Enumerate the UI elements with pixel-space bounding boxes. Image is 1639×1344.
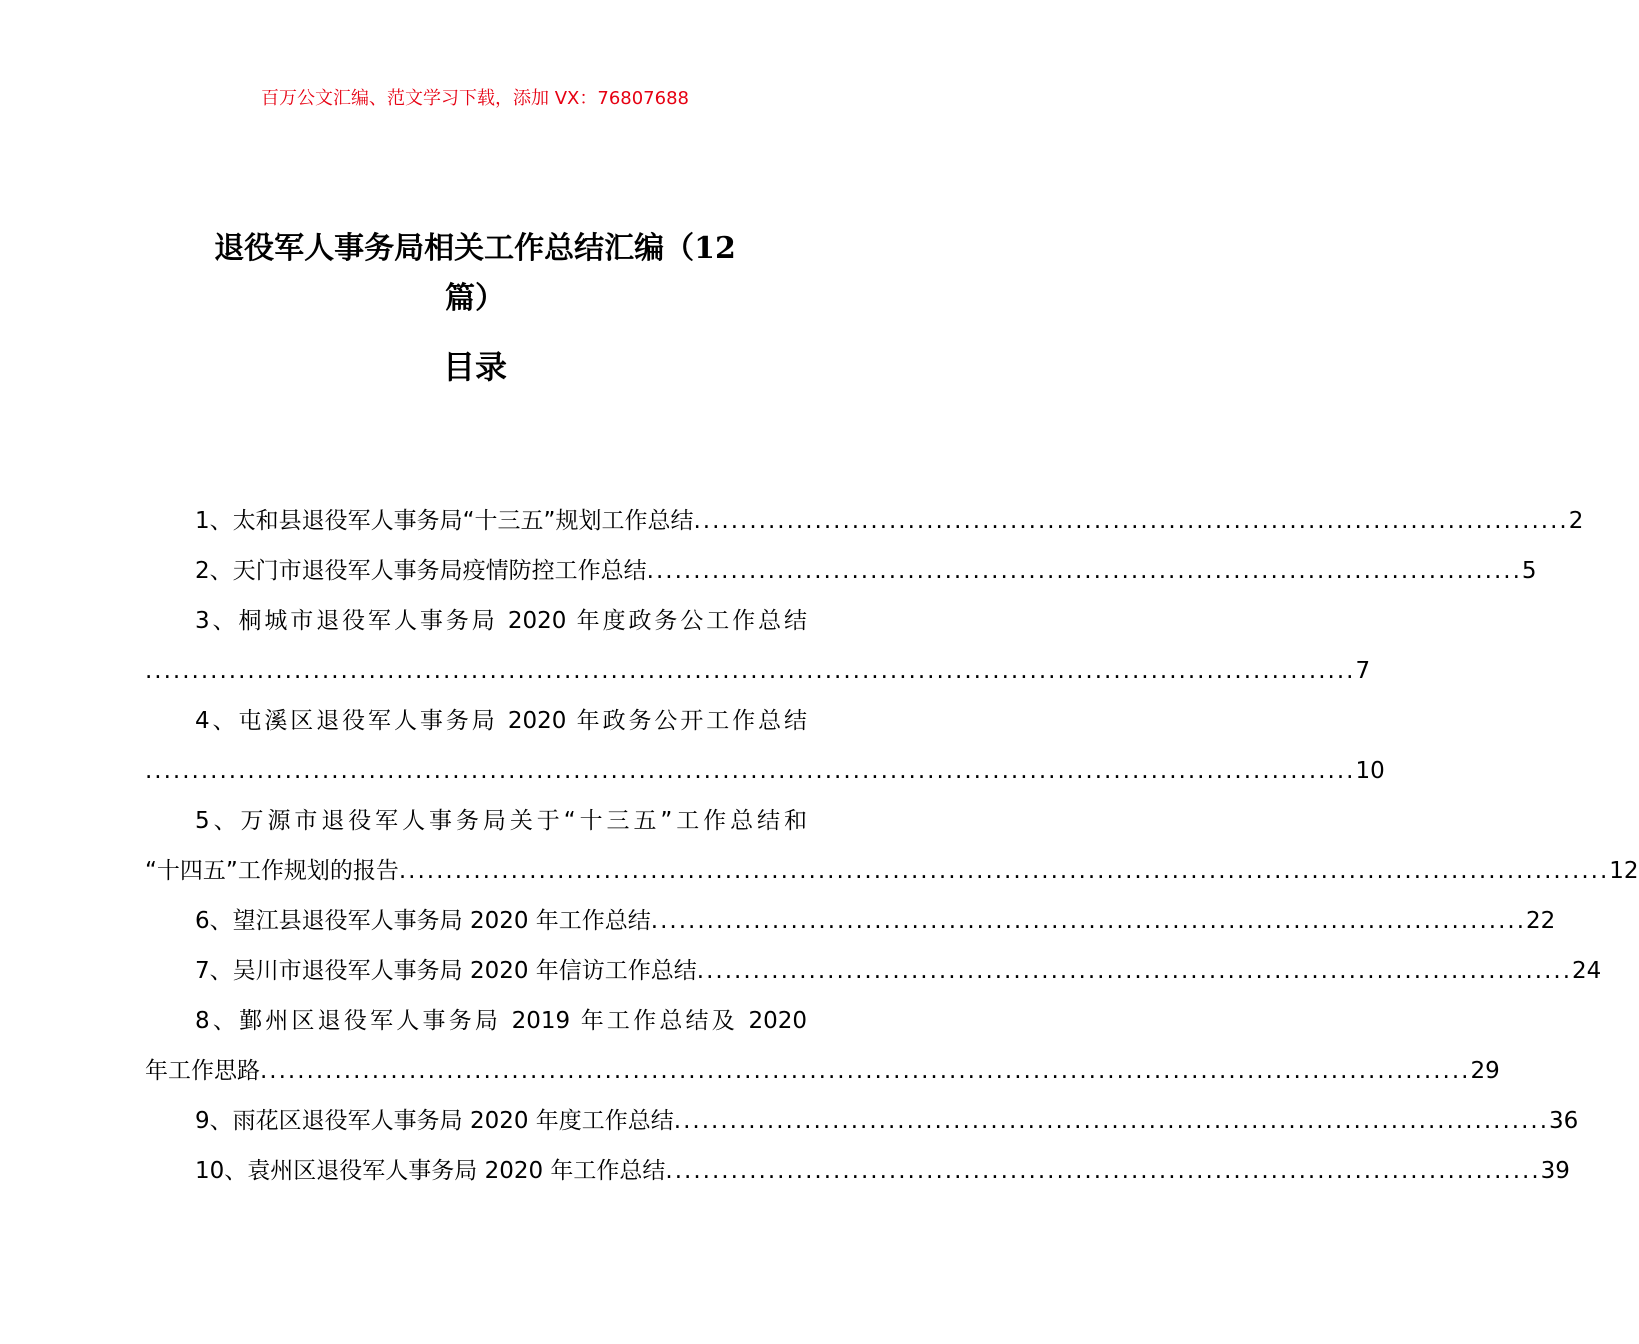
toc-leader-dots: ..............................................................................................: [693, 508, 1569, 534]
toc-leader-dots: ..................................................................................................................................: [145, 658, 1356, 684]
watermark-header: 百万公文汇编、范文学习下载，添加 VX：76807688: [261, 88, 689, 109]
toc-entry-title: 6、望江县退役军人事务局 2020 年工作总结: [195, 908, 651, 934]
toc-leader-dots: ..............................................................................................: [646, 558, 1522, 584]
toc-entry-title: 2、天门市退役军人事务局疫情防控工作总结: [195, 558, 647, 584]
toc-entry-2[interactable]: [145, 546, 1537, 596]
toc-entry-title: 7、吴川市退役军人事务局 2020 年信访工作总结: [195, 958, 697, 984]
toc-entry-10[interactable]: [145, 1146, 1570, 1196]
toc-entry-7[interactable]: [145, 946, 1602, 996]
title-text-line2: 篇）: [445, 281, 505, 316]
toc-entry-page: 12: [1609, 858, 1639, 884]
toc-entry-title-cont: 年工作思路: [145, 1058, 260, 1084]
toc-entry-5[interactable]: [145, 796, 1639, 896]
toc-entry-1[interactable]: [145, 496, 1584, 546]
toc-entry-title: 4、屯溪区退役军人事务局 2020 年政务公开工作总结: [195, 708, 807, 734]
title-text: 退役军人事务局相关工作总结汇编（: [214, 231, 695, 266]
toc-leader-dots: ..............................................................................................: [665, 1158, 1541, 1184]
toc-entry-8[interactable]: [145, 996, 1500, 1096]
toc-heading: 目录: [442, 348, 507, 386]
document-title: [160, 224, 790, 324]
toc-entry-4[interactable]: [145, 696, 1385, 796]
toc-entry-page: 29: [1470, 1058, 1500, 1084]
toc-entry-page: 36: [1549, 1108, 1579, 1134]
toc-entry-title: 9、雨花区退役军人事务局 2020 年度工作总结: [195, 1108, 674, 1134]
toc-entry-page: 5: [1521, 558, 1537, 584]
toc-entry-page: 7: [1355, 658, 1371, 684]
toc-entry-page: 24: [1572, 958, 1602, 984]
toc-entry-title-cont: “十四五”工作规划的报告: [145, 858, 399, 884]
toc-leader-dots: ..................................................................................................................................: [260, 1058, 1471, 1084]
toc-entry-title: 5、万源市退役军人事务局关于“十三五”工作总结和: [195, 808, 807, 834]
toc-entry-page: 39: [1540, 1158, 1570, 1184]
toc-entry-6[interactable]: [145, 896, 1556, 946]
toc-leader-dots: ..................................................................................................................................: [145, 758, 1356, 784]
toc-entry-title: 3、桐城市退役军人事务局 2020 年度政务公工作总结: [195, 608, 807, 634]
toc-entry-page: 10: [1355, 758, 1385, 784]
toc-entry-continuation: [145, 1046, 1500, 1096]
table-of-contents: [145, 496, 1639, 1196]
toc-entry-title: 1、太和县退役军人事务局“十三五”规划工作总结: [195, 508, 694, 534]
toc-entry-continuation: [145, 646, 1371, 696]
toc-entry-page: 2: [1568, 508, 1584, 534]
toc-leader-dots: ..............................................................................................: [696, 958, 1573, 984]
toc-leader-dots: ..............................................................................................: [673, 1108, 1550, 1134]
toc-entry-page: 22: [1526, 908, 1556, 934]
toc-entry-continuation: [145, 846, 1639, 896]
toc-entry-continuation: [145, 746, 1385, 796]
toc-leader-dots: ..............................................................................................: [650, 908, 1527, 934]
toc-entry-3[interactable]: [145, 596, 1371, 696]
toc-leader-dots: ..................................................................................................................................: [398, 858, 1610, 884]
toc-entry-title: 10、袁州区退役军人事务局 2020 年工作总结: [195, 1158, 666, 1184]
toc-entry-title: 8、鄞州区退役军人事务局 2019 年工作总结及 2020: [195, 1008, 807, 1034]
title-number: 12: [694, 231, 736, 266]
toc-entry-9[interactable]: [145, 1096, 1579, 1146]
